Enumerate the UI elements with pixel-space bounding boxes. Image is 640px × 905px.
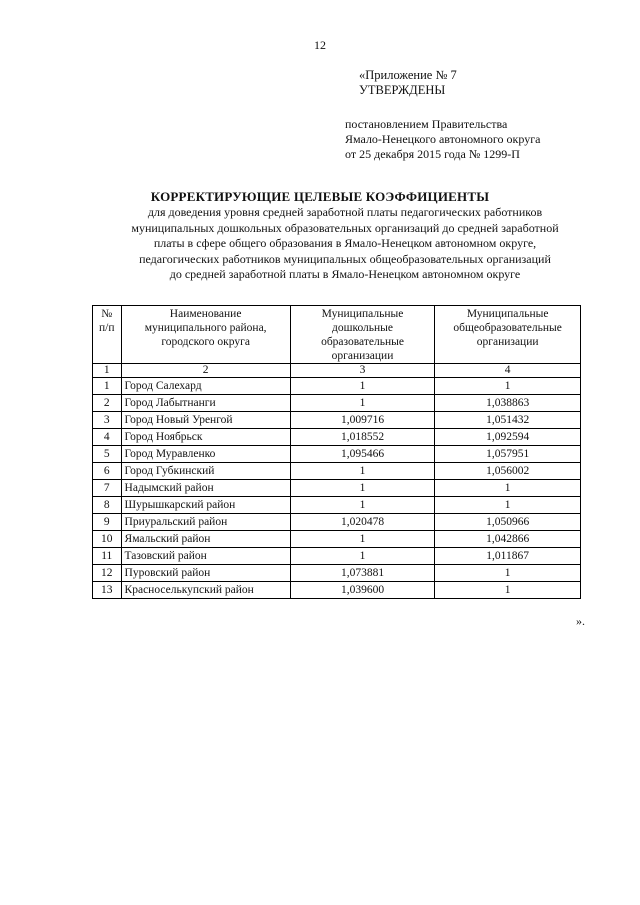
municipality-name: Город Салехард	[121, 378, 290, 395]
row-number: 9	[93, 514, 122, 531]
general-education-coefficient: 1,057951	[435, 446, 581, 463]
municipality-name: Город Новый Уренгой	[121, 412, 290, 429]
municipality-name: Город Ноябрьск	[121, 429, 290, 446]
municipality-name: Пуровский район	[121, 565, 290, 582]
header-number: № п/п	[93, 306, 122, 364]
table-row	[93, 548, 581, 565]
municipality-name: Город Губкинский	[121, 463, 290, 480]
general-education-coefficient: 1,011867	[435, 548, 581, 565]
subtitle-line: до средней заработной платы в Ямало-Ненецком автономном округе	[169, 267, 521, 281]
page-number: 12	[314, 38, 326, 52]
coefficients-table	[92, 305, 581, 599]
table-row	[93, 395, 581, 412]
row-number: 13	[93, 582, 122, 599]
preschool-coefficient: 1,009716	[290, 412, 435, 429]
preschool-coefficient: 1,018552	[290, 429, 435, 446]
general-education-coefficient: 1,056002	[435, 463, 581, 480]
row-number: 12	[93, 565, 122, 582]
municipality-name: Город Муравленко	[121, 446, 290, 463]
header-general-education: Муниципальные общеобразовательные организации	[435, 306, 581, 364]
row-number: 2	[93, 395, 122, 412]
municipality-name: Надымский район	[121, 480, 290, 497]
approval-line: Ямало-Ненецкого автономного округа	[345, 132, 541, 146]
approved-label: УТВЕРЖДЕНЫ	[359, 83, 446, 97]
row-number: 8	[93, 497, 122, 514]
row-number: 11	[93, 548, 122, 565]
general-education-coefficient: 1	[435, 497, 581, 514]
municipality-name: Красноселькупский район	[121, 582, 290, 599]
approval-line: от 25 декабря 2015 года № 1299-П	[345, 147, 520, 161]
table-row	[93, 582, 581, 599]
subtitle-line: педагогических работников муниципальных общеобразовательных организаций	[139, 251, 551, 266]
approval-line: постановлением Правительства	[345, 117, 508, 131]
row-number: 6	[93, 463, 122, 480]
general-education-coefficient: 1	[435, 378, 581, 395]
preschool-coefficient: 1,095466	[290, 446, 435, 463]
municipality-name: Тазовский район	[121, 548, 290, 565]
column-number: 1	[93, 364, 122, 378]
table-row	[93, 446, 581, 463]
document-title: КОРРЕКТИРУЮЩИЕ ЦЕЛЕВЫЕ КОЭФФИЦИЕНТЫ	[150, 189, 490, 204]
preschool-coefficient: 1	[290, 548, 435, 565]
preschool-coefficient: 1	[290, 497, 435, 514]
table-row	[93, 429, 581, 446]
document-subtitle	[110, 205, 580, 283]
table-row	[93, 531, 581, 548]
subtitle-line: для доведения уровня средней заработной платы педагогических работников	[147, 205, 543, 219]
general-education-coefficient: 1	[435, 565, 581, 582]
table-row	[93, 497, 581, 514]
column-number: 4	[435, 364, 581, 378]
preschool-coefficient: 1	[290, 395, 435, 412]
row-number: 5	[93, 446, 122, 463]
table-row	[93, 378, 581, 395]
general-education-coefficient: 1,042866	[435, 531, 581, 548]
preschool-coefficient: 1,073881	[290, 565, 435, 582]
table-row	[93, 412, 581, 429]
appendix-label: «Приложение № 7	[359, 68, 457, 82]
table-header-row	[93, 306, 581, 364]
municipality-name: Шурышкарский район	[121, 497, 290, 514]
table-row	[93, 565, 581, 582]
column-number: 3	[290, 364, 435, 378]
header-municipality: Наименование муниципального района, городского округа	[121, 306, 290, 364]
preschool-coefficient: 1,039600	[290, 582, 435, 599]
preschool-coefficient: 1,020478	[290, 514, 435, 531]
header-preschool: Муниципальные дошкольные образовательные организации	[290, 306, 435, 364]
municipality-name: Ямальский район	[121, 531, 290, 548]
preschool-coefficient: 1	[290, 531, 435, 548]
general-education-coefficient: 1,050966	[435, 514, 581, 531]
municipality-name: Приуральский район	[121, 514, 290, 531]
column-number: 2	[121, 364, 290, 378]
row-number: 1	[93, 378, 122, 395]
subtitle-line: муниципальных дошкольных образовательных организаций до средней заработной	[131, 220, 559, 235]
preschool-coefficient: 1	[290, 378, 435, 395]
table-row	[93, 480, 581, 497]
row-number: 3	[93, 412, 122, 429]
general-education-coefficient: 1,038863	[435, 395, 581, 412]
table-row	[93, 463, 581, 480]
row-number: 4	[93, 429, 122, 446]
general-education-coefficient: 1,051432	[435, 412, 581, 429]
preschool-coefficient: 1	[290, 480, 435, 497]
closing-quote: ».	[576, 614, 585, 628]
column-number-row	[93, 364, 581, 378]
general-education-coefficient: 1	[435, 582, 581, 599]
appendix-heading	[359, 68, 457, 98]
municipality-name: Город Лабытнанги	[121, 395, 290, 412]
row-number: 7	[93, 480, 122, 497]
general-education-coefficient: 1	[435, 480, 581, 497]
table-row	[93, 514, 581, 531]
subtitle-line: платы в сфере общего образования в Ямало-Ненецком автономном округе,	[153, 236, 537, 250]
preschool-coefficient: 1	[290, 463, 435, 480]
row-number: 10	[93, 531, 122, 548]
approval-reference	[345, 117, 540, 162]
general-education-coefficient: 1,092594	[435, 429, 581, 446]
